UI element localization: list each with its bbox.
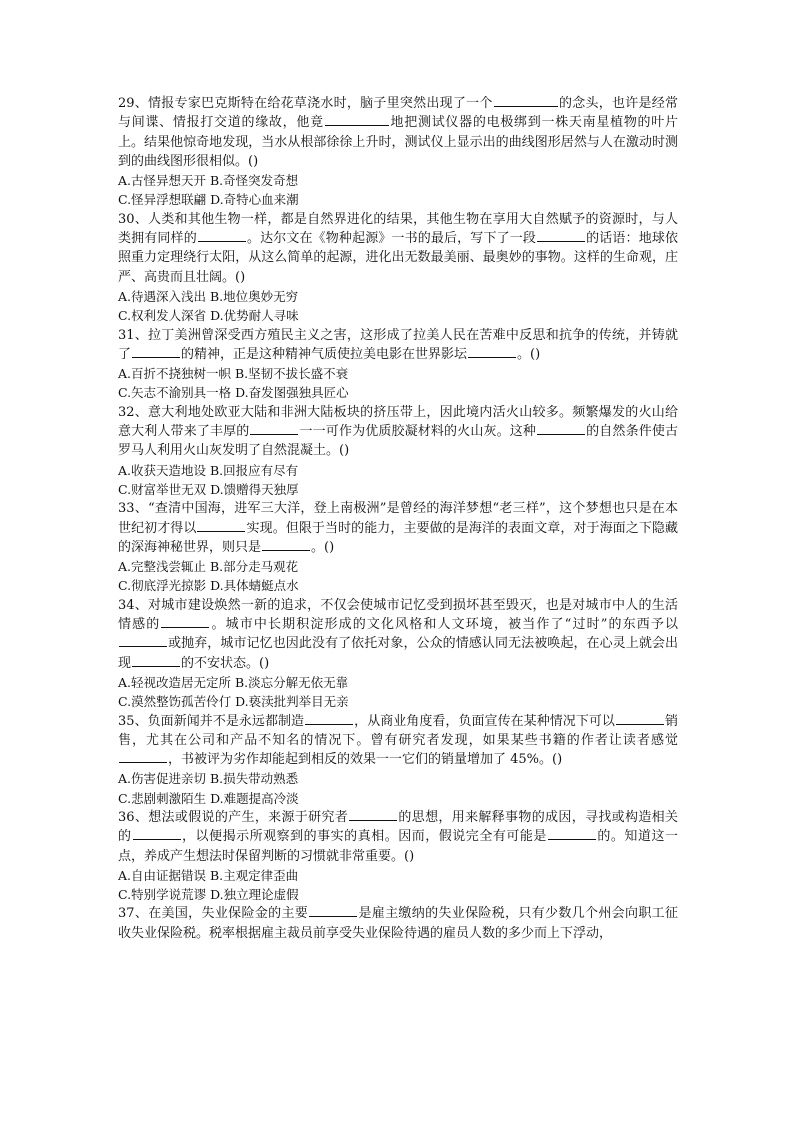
answer-blank xyxy=(133,828,181,840)
answer-blank xyxy=(468,346,516,358)
option-line: C.漠然整饬孤苦伶仃 D.亵渎批判举目无亲 xyxy=(118,694,349,710)
question-35 xyxy=(118,712,678,808)
answer-blank xyxy=(161,616,209,628)
option-line: A.古怪异想天开 B.奇怪突发奇想 xyxy=(118,173,299,189)
answer-blank xyxy=(198,230,246,242)
option-line: A.收获天造地设 B.回报应有尽有 xyxy=(118,462,299,478)
answer-blank xyxy=(132,346,180,358)
question-text: 32、意大利地处欧亚大陆和非洲大陆板块的挤压带上，因此境内活火山较多。频繁爆发的火山给意大利人带来了丰厚的 一一可作为优质胶凝材料的火山灰。这种 的自然条件使古罗马人利用火山灰发明了自然混凝土。() xyxy=(118,404,678,459)
question-text: 37、在美国，失业保险金的主要 是雇主缴纳的失业保险税，只有少数几个州会向职工征收失业保险税。税率根据雇主裁员前享受失业保险待遇的雇员人数的多少而上下浮动， xyxy=(118,906,678,941)
question-text: 31、拉丁美洲曾深受西方殖民主义之害，这形成了拉美人民在苦难中反思和抗争的传统，并铸就了 的精神，正是这种精神气质使拉美电影在世界影坛 。() xyxy=(118,327,678,362)
question-29 xyxy=(118,94,678,210)
option-line: C.权利发人深省 D.优势耐人寻味 xyxy=(118,308,299,324)
answer-blank xyxy=(262,539,310,551)
answer-blank xyxy=(494,95,558,107)
option-line: A.伤害促进亲切 B.损失带动熟悉 xyxy=(118,771,299,787)
question-text: 34、对城市建设焕然一新的追求，不仅会使城市记忆受到损坏甚至毁灭，也是对城市中人的生活情感的 。城市中长期积淀形成的文化风格和人文环境，被当作了“过时”的东西予以或抛弃，城市记忆也因此没有了依托对象，公众的情感认同无法被唤起，在心灵上就会出现 的不安状态。() xyxy=(118,597,678,671)
option-line: A.完整浅尝辄止 B.部分走马观花 xyxy=(118,559,299,575)
question-32 xyxy=(118,403,678,499)
option-line: C.悲剧刺激陌生 D.难题提高冷淡 xyxy=(118,790,299,806)
answer-blank xyxy=(119,635,167,647)
option-line: C.怪异浮想联翩 D.奇特心血来潮 xyxy=(118,192,299,208)
question-36 xyxy=(118,808,678,904)
answer-blank xyxy=(548,828,596,840)
question-text: 36、想法或假说的产生，来源于研究者 的思想，用来解释事物的成因，寻找或构造相关的 ，以便揭示所观察到的事实的真相。因而，假说完全有可能是 的。知道这一点，养成产生想法时保留判断的习惯就非常重要。() xyxy=(118,809,678,864)
option-line: A.待遇深入浅出 B.地位奥妙无穷 xyxy=(118,288,299,304)
answer-blank xyxy=(325,114,389,126)
option-line: A.自由证据错误 B.主观定律歪曲 xyxy=(118,867,299,883)
answer-blank xyxy=(537,423,585,435)
question-34 xyxy=(118,596,678,712)
question-30 xyxy=(118,210,678,326)
answer-blank xyxy=(305,713,353,725)
option-line: A.百折不挠独树一帜 B.坚韧不拔长盛不衰 xyxy=(118,366,349,382)
question-text: 29、情报专家巴克斯特在给花草浇水时，脑子里突然出现了一个 的念头，也许是经常与间谍、情报打交道的缘故，他竟 地把测试仪器的电极绑到一株天南星植物的叶片上。结果他惊奇地发现，当水从根部徐徐上升时，测试仪上显示出的曲线图形居然与人在激动时测到的曲线图形很相似。() xyxy=(118,96,678,169)
answer-blank xyxy=(197,520,245,532)
answer-blank xyxy=(250,423,298,435)
answer-blank xyxy=(119,751,167,763)
option-line: C.特别学说荒谬 D.独立理论虚假 xyxy=(118,887,299,903)
answer-blank xyxy=(309,905,357,917)
question-33 xyxy=(118,499,678,595)
answer-blank xyxy=(616,713,664,725)
question-text: 33、“查清中国海，进军三大洋，登上南极洲”是曾经的海洋梦想“老三样”，这个梦想也只是在本世纪初才得以 实现。但限于当时的能力，主要做的是海洋的表面文章，对于海面之下隐藏的深海神秘世界，则只是 。() xyxy=(118,501,678,555)
option-line: C.彻底浮光掠影 D.具体蜻蜓点水 xyxy=(118,578,299,594)
question-text: 35、负面新闻并不是永远都制造 ，从商业角度看，负面宣传在某种情况下可以 销售，尤其在公司和产品不知名的情况下。曾有研究者发现，如果某些书籍的作者让读者感觉，书被评为劣作却能起到相反的效果一一它们的销量增加了 45%。() xyxy=(118,713,678,768)
option-line: C.矢志不渝别具一格 D.奋发图强独具匠心 xyxy=(118,385,349,401)
document-page xyxy=(118,94,678,943)
question-31 xyxy=(118,326,678,403)
question-text: 30、人类和其他生物一样，都是自然界进化的结果，其他生物在享用大自然赋予的资源时，与人类拥有同样的 。达尔文在《物种起源》一书的最后，写下了一段 的话语：地球依照重力定理绕行太阳，从这么简单的起源，进化出无数最美丽、最奥妙的事物。这样的生命观，庄严、高贵而且壮阔。() xyxy=(118,211,678,285)
option-line: A.轻视改造居无定所 B.淡忘分解无依无靠 xyxy=(118,674,349,690)
question-37 xyxy=(118,904,678,943)
answer-blank xyxy=(349,809,397,821)
answer-blank xyxy=(132,655,180,667)
answer-blank xyxy=(537,230,585,242)
option-line: C.财富举世无双 D.馈赠得天独厚 xyxy=(118,481,299,497)
